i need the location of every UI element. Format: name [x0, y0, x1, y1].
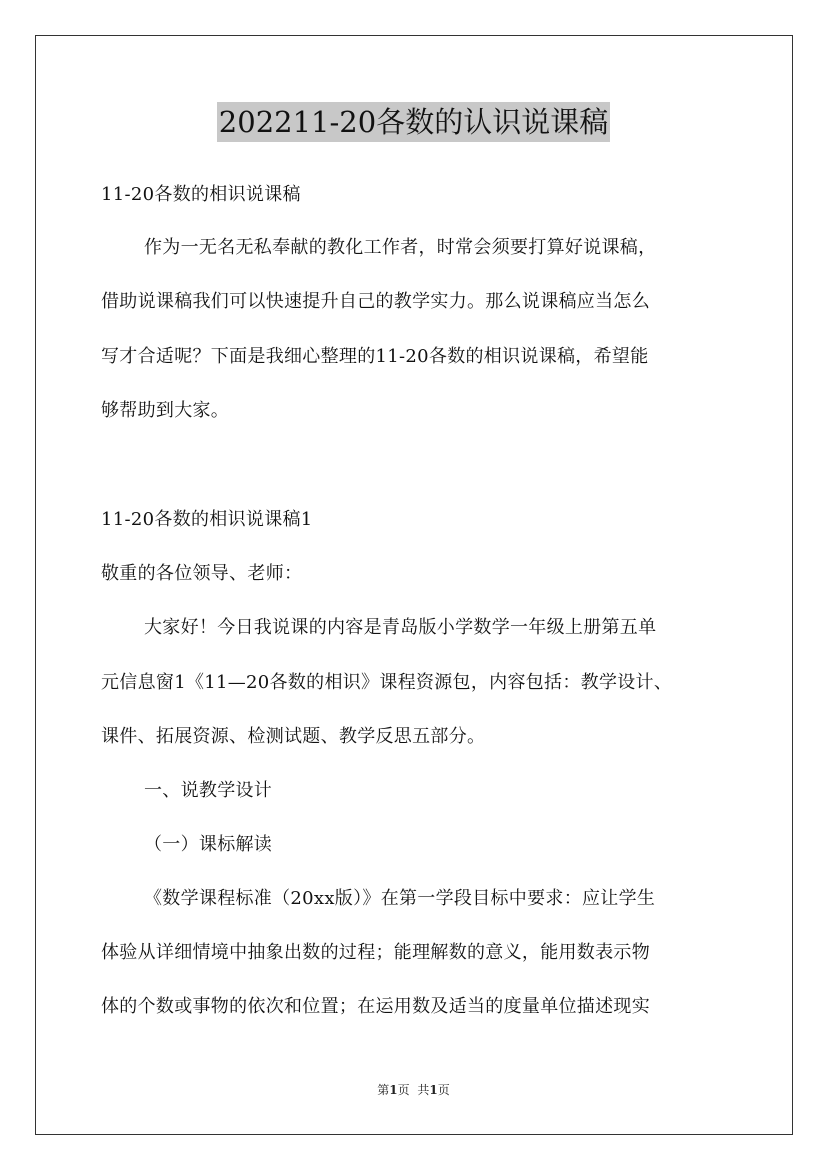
- body-para1-line-2: 元信息窗1《11—20各数的相识》课程资源包，内容包括：教学设计、: [101, 672, 673, 693]
- intro-line-4: 够帮助到大家。: [101, 400, 230, 421]
- footer-page-mid: 页: [397, 1083, 410, 1097]
- body-para2-line-3: 体的个数或事物的依次和位置；在运用数及适当的度量单位描述现实: [101, 996, 650, 1017]
- title-container: [0, 102, 827, 142]
- footer-page-number: 1: [389, 1083, 398, 1097]
- page-footer: [0, 1082, 827, 1098]
- section-heading: 11-20各数的相识说课稿1: [101, 509, 313, 530]
- footer-total-number: 1: [429, 1083, 438, 1097]
- body-para1-line-1: 大家好！今日我说课的内容是青岛版小学数学一年级上册第五单: [144, 617, 657, 638]
- intro-line-3: 写才合适呢？下面是我细心整理的11-20各数的相识说课稿，希望能: [101, 346, 649, 367]
- greeting: 敬重的各位领导、老师：: [101, 563, 303, 584]
- body-para2-line-2: 体验从详细情境中抽象出数的过程；能理解数的意义，能用数表示物: [101, 942, 650, 963]
- footer-page-prefix: 第: [377, 1083, 390, 1097]
- intro-line-1: 作为一无名无私奉献的教化工作者，时常会须要打算好说课稿，: [144, 237, 657, 258]
- footer-total-prefix: 共: [417, 1083, 430, 1097]
- heading-1-1: （一）课标解读: [144, 834, 273, 855]
- heading-1: 一、说教学设计: [144, 780, 273, 801]
- body-para1-line-3: 课件、拓展资源、检测试题、教学反思五部分。: [101, 726, 486, 747]
- subtitle: 11-20各数的相识说课稿: [101, 184, 301, 205]
- intro-line-2: 借助说课稿我们可以快速提升自己的教学实力。那么说课稿应当怎么: [101, 291, 650, 312]
- document-title: 202211-20各数的认识说课稿: [217, 102, 610, 142]
- body-para2-line-1: 《数学课程标准（20xx版）》在第一学段目标中要求：应让学生: [144, 888, 656, 909]
- footer-total-suffix: 页: [437, 1083, 450, 1097]
